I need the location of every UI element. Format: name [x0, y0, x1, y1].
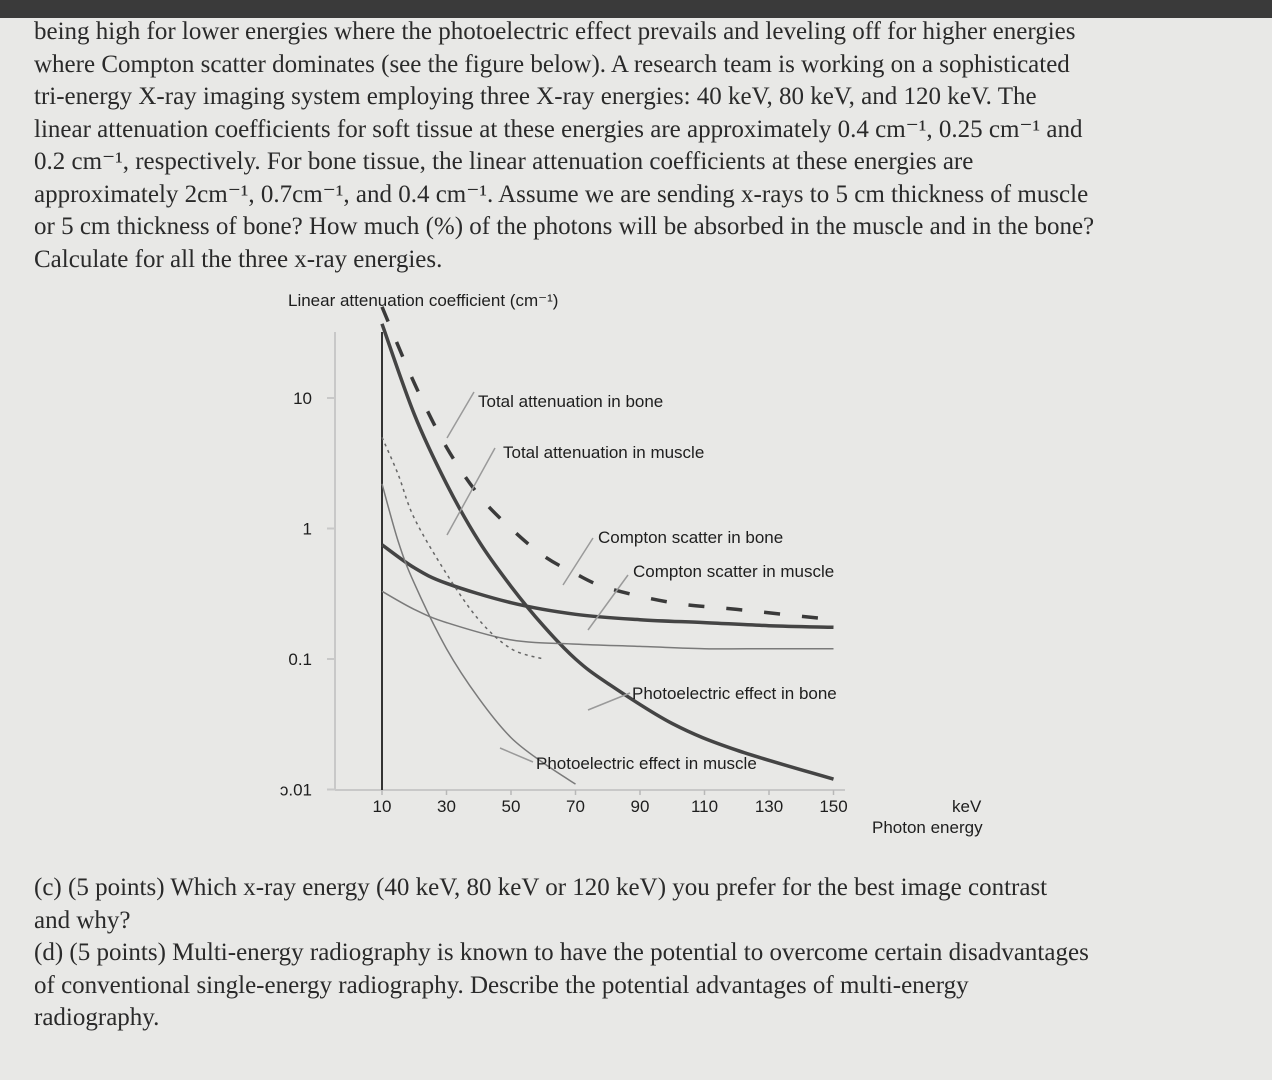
x-axis-unit: keV	[952, 797, 982, 816]
y-axis-label: Linear attenuation coefficient (cm⁻¹)	[288, 291, 559, 310]
x-tick-label: 50	[501, 797, 521, 816]
y-tick-label: 0.1	[288, 650, 312, 669]
y-ticks	[280, 389, 335, 800]
problem-intro-paragraph	[34, 16, 1230, 276]
label-compton-muscle: Compton scatter in muscle	[633, 562, 835, 581]
intro-line: being high for lower energies where the photoelectric effect prevails and leveling off for higher energies	[34, 18, 1076, 45]
question-line: and why?	[34, 906, 131, 934]
question-line: (c) (5 points) Which x-ray energy (40 keV, 80 keV or 120 keV) you prefer for the best image contrast	[34, 874, 1048, 901]
series-compton-scatter-in-bone	[382, 545, 834, 628]
series-photoelectric-effect-in-bone	[382, 437, 543, 659]
x-tick-label: 30	[437, 797, 456, 816]
label-photo-muscle: Photoelectric effect in muscle	[536, 754, 757, 773]
series-compton-scatter-in-muscle	[382, 591, 834, 649]
intro-line: where Compton scatter dominates (see the figure below). A research team is working on a sophisticated	[34, 50, 1070, 78]
intro-line: tri-energy X-ray imaging system employing three X-ray energies: 40 keV, 80 keV, and 120 keV. The	[34, 83, 1037, 110]
x-ticks	[373, 790, 848, 816]
y-tick-label: 10	[293, 389, 312, 408]
y-tick-label: 1	[302, 519, 312, 539]
leader-photo-bone	[588, 693, 630, 710]
x-tick-label: 130	[754, 797, 784, 816]
x-tick-label: 150	[819, 797, 848, 816]
x-tick-label: 110	[690, 797, 719, 816]
question-line: (d) (5 points) Multi-energy radiography is known to have the potential to overcome certain disadvantages	[34, 939, 1089, 966]
y-tick-label: ɔ.01	[279, 780, 312, 800]
question-line: radiography.	[34, 1004, 160, 1031]
leader-total-muscle	[447, 448, 495, 535]
intro-line: 0.2 cm⁻¹, respectively. For bone tissue, the linear attenuation coefficients at these energies are	[34, 148, 974, 175]
x-tick-label: 90	[630, 797, 650, 816]
intro-line: linear attenuation coefficients for soft tissue at these energies are approximately 0.4 cm⁻¹, 0.25 cm⁻¹ and	[34, 115, 1083, 143]
question-line: of conventional single-energy radiography. Describe the potential advantages of multi-energy	[34, 971, 969, 999]
x-axis-label: Photon energy	[872, 818, 983, 837]
questions-section	[34, 872, 1230, 1035]
intro-line: Calculate for all the three x-ray energies.	[34, 245, 443, 273]
leader-total-bone	[447, 392, 474, 438]
leader-photo-muscle	[500, 748, 533, 762]
label-compton-bone: Compton scatter in bone	[598, 528, 784, 547]
x-tick-label: 10	[372, 797, 392, 816]
label-total-bone: Total attenuation in bone	[478, 392, 664, 411]
label-total-muscle: Total attenuation in muscle	[503, 443, 705, 462]
intro-line: approximately 2cm⁻¹, 0.7cm⁻¹, and 0.4 cm⁻¹. Assume we are sending x-rays to 5 cm thickness of muscle	[34, 180, 1089, 208]
leader-compton-muscle	[588, 575, 628, 630]
series-photoelectric-effect-in-muscle	[382, 484, 576, 784]
label-photo-bone: Photoelectric effect in bone	[632, 684, 837, 703]
x-tick-label: 70	[566, 797, 585, 816]
attenuation-chart	[0, 280, 1272, 850]
intro-line: or 5 cm thickness of bone? How much (%) of the photons will be absorbed in the muscle and in the bone?	[34, 213, 1095, 240]
leader-compton-bone	[563, 538, 593, 585]
